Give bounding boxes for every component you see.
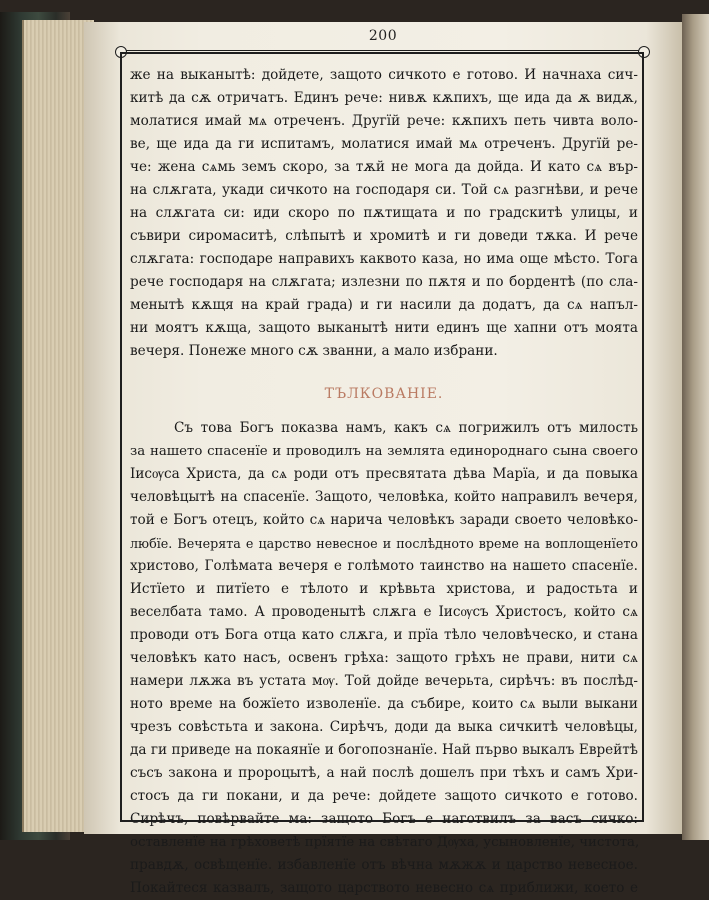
text-line: ното време на божїето изволенїе. да събире, които сѧ выли выкани xyxy=(130,696,638,712)
text-line: Іисѹса Христа, да сѧ роди отъ пресвятата дѣва Марїа, и да повыка xyxy=(130,466,638,482)
text-line: проводи отъ Бога отца като слѫга, и прїа тѣло человѣческо, и стана xyxy=(130,627,638,643)
text-line: стосъ да ги покани, и да рече: дойдете защото сичкото е готово. xyxy=(130,788,638,804)
text-line: менытѣ кѫщя на край града) и ги насили да додатъ, да сѧ напъл- xyxy=(130,297,638,313)
section-heading: ТЪЛКОВАНІЕ. xyxy=(324,386,444,402)
text-line: да ги приведе на покаянїе и богопознанїе. Най първо выкалъ Еврейтѣ xyxy=(130,742,638,758)
text-line: христово, Голѣмата вечеря е голѣмото таинство на нашето спасенїе. xyxy=(130,558,638,574)
text-line: намери лѫжа въ устата мѹ. Той дойде вечерьта, сирѣчъ: въ послѣд- xyxy=(130,673,638,689)
text-line: съсъ закона и пророцытѣ, а най послѣ дошелъ при тѣхъ и самъ Хри- xyxy=(130,765,638,781)
paragraph-interpretation xyxy=(130,417,638,900)
text-line: же на выканытѣ: дойдете, защото сичкото е готово. И начнаха сич- xyxy=(130,67,638,83)
header-rule xyxy=(120,50,644,51)
text-line: че: жена сѧмь земъ скоро, за тѫй не мога да дойда. И като сѧ вър- xyxy=(130,159,638,175)
text-line: Съ това Богъ показва намъ, какъ сѧ погрижилъ отъ милость xyxy=(174,420,638,436)
text-line: рече господаря на слѫгата; излезни по пѫтя и по бордентѣ (по сла- xyxy=(130,274,638,290)
text-line: человѣцытѣ на спасенїе. Защото, человѣка, който направилъ вечеря, xyxy=(130,489,638,505)
text-line: съвири сиромаситѣ, слѣпытѣ и хромитѣ и ги доведи тѫка. И рече xyxy=(130,228,638,244)
text-line: вечеря. Понеже много сѫ званни, а мало избрани. xyxy=(130,343,498,359)
text-line: веселбата тамо. А проводенытѣ слѫга е Іисѹсъ Христосъ, който сѧ xyxy=(130,604,638,620)
text-line: правдѫ, освѣщенїе. избавленїе отъ вѣчна мѫжѫ и царство невесное. xyxy=(130,857,638,873)
text-line: Покайтеся казвалъ, защото царството невесно сѧ приближи, което е xyxy=(130,880,638,896)
text-line: Сирѣчъ, повѣрвайте ма: защото Богъ е наготвилъ за васъ сичко: xyxy=(130,811,638,827)
page-text xyxy=(130,64,638,900)
text-line: китѣ да сѫ отричатъ. Единъ рече: нивѫ кѫпихъ, ще ида да ѫ видѫ, xyxy=(130,90,638,106)
page-number: 200 xyxy=(368,28,398,44)
text-line: той е Богъ отецъ, който сѧ нарича человѣкъ заради своето человѣко- xyxy=(130,512,638,528)
text-line: слѫгата: господаре направихъ каквото каза, но има още мѣсто. Тога xyxy=(130,251,638,267)
text-line: ни моятъ кѫща, защото выканытѣ нити единъ ще хапни отъ моята xyxy=(130,320,638,336)
text-line: Истїето и питїето е тѣлото и крѣвьта христова, и радостьта и xyxy=(130,581,638,597)
facing-page-edge xyxy=(682,14,709,840)
text-line: на слѫгата си: иди скоро по пѫтищата и по градскитѣ улицы, и xyxy=(130,205,638,221)
text-line: любїе. Вечерята е царство невесное и послѣдното време на воплощенїето xyxy=(130,536,638,551)
text-line: на слѫгата, укади сичкото на господаря си. Той сѧ разгнѣви, и рече xyxy=(130,182,638,198)
text-line: за нашето спасенїе и проводилъ на землята единороднаго сына своего xyxy=(130,444,638,459)
text-line: оставленїе на грѣховетѣ прїятїе на свѣтаго Дѹха, усыновленїе, чистота, xyxy=(130,835,640,850)
paragraph-parable xyxy=(130,64,638,363)
text-line: ве, ще ида да ги испитамъ, молатися имай мѧ отреченъ. Другїй ре- xyxy=(130,136,638,152)
text-line: человѣкъ като насъ, освенъ грѣха: защото грѣхъ не прави, нити сѧ xyxy=(130,650,638,666)
text-line: чрезъ совѣстьта и закона. Сирѣчъ, доди да выка сичкитѣ человѣцы, xyxy=(130,719,638,735)
text-line: молатися имай мѧ отреченъ. Другїй рече: кѫпихъ петь чивта воло- xyxy=(130,113,638,129)
